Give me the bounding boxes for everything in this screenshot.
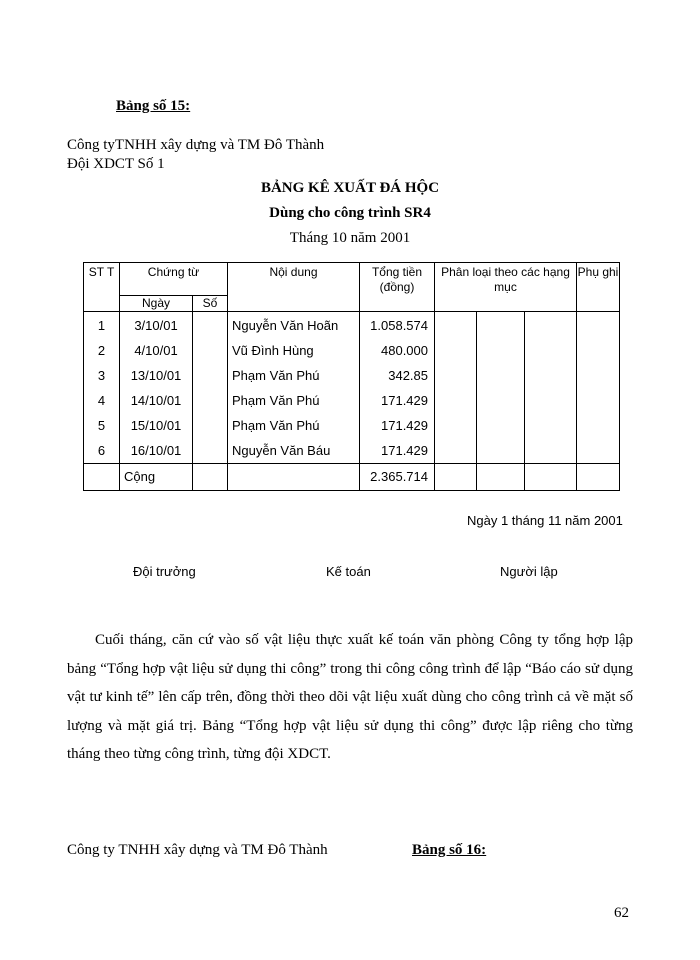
row-category-3 [525, 388, 577, 413]
row-name: Phạm Văn Phú [228, 413, 360, 438]
table-body [84, 312, 620, 464]
date-line: Ngày 1 tháng 11 năm 2001 [467, 513, 623, 528]
table-row [84, 438, 620, 464]
row-category-1 [435, 312, 477, 339]
row-amount: 1.058.574 [360, 312, 435, 339]
row-note [577, 312, 620, 339]
row-note [577, 438, 620, 464]
row-category-2 [477, 438, 525, 464]
row-amount: 480.000 [360, 338, 435, 363]
row-name: Nguyễn Văn Báu [228, 438, 360, 464]
document-title: BẢNG KÊ XUẤT ĐÁ HỘC [260, 180, 440, 196]
body-paragraph [67, 626, 633, 769]
row-name: Phạm Văn Phú [228, 363, 360, 388]
row-note [577, 363, 620, 388]
paragraph-text: Cuối tháng, căn cứ vào số vật liệu thực xuất kế toán văn phòng Công ty tổng hợp lập bảng “Tổng hợp vật liệu sử dụng thi công” trong thi công công trình để lập “Báo cáo sử dụng vật tư kinh tế” lên cấp trên, đồng thời theo dõi vật liệu xuất dùng cho công trình cả về mặt số lượng và mặt giá trị. Bảng “Tổng hợp vật liệu sử dụng thi công” được lập riêng cho từng tháng theo từng công trình, từng đội XDCT. [67, 632, 633, 762]
row-stt: 3 [84, 363, 120, 388]
row-date: 14/10/01 [120, 388, 193, 413]
team-name: Đội XDCT Số 1 [67, 156, 165, 172]
row-note [577, 388, 620, 413]
header-stt: ST T [84, 263, 120, 312]
row-note [577, 338, 620, 363]
header-chung-tu: Chứng từ [120, 263, 228, 296]
signature-team-leader: Đội trưởng [133, 564, 196, 579]
row-amount: 171.429 [360, 388, 435, 413]
row-category-2 [477, 363, 525, 388]
table-row [84, 413, 620, 438]
row-date: 13/10/01 [120, 363, 193, 388]
row-doc-number [193, 338, 228, 363]
row-doc-number [193, 312, 228, 339]
table-row [84, 388, 620, 413]
row-category-3 [525, 413, 577, 438]
row-date: 3/10/01 [120, 312, 193, 339]
row-category-1 [435, 438, 477, 464]
header-tong-tien: Tổng tiền (đồng) [360, 263, 435, 312]
row-date: 4/10/01 [120, 338, 193, 363]
row-category-3 [525, 363, 577, 388]
row-category-1 [435, 363, 477, 388]
table-total-row [84, 464, 620, 491]
row-amount: 342.85 [360, 363, 435, 388]
header-noi-dung: Nội dung [228, 263, 360, 312]
table-row [84, 312, 620, 339]
header-so: Số [193, 296, 228, 312]
row-category-3 [525, 312, 577, 339]
row-category-3 [525, 338, 577, 363]
row-stt: 4 [84, 388, 120, 413]
row-category-1 [435, 388, 477, 413]
total-label: Cộng [120, 464, 193, 491]
document-subtitle: Dùng cho công trình SR4 [269, 205, 431, 221]
document-period: Tháng 10 năm 2001 [289, 230, 411, 246]
header-phu-ghi: Phụ ghi [577, 263, 620, 312]
row-category-2 [477, 388, 525, 413]
row-amount: 171.429 [360, 413, 435, 438]
row-category-1 [435, 413, 477, 438]
row-stt: 1 [84, 312, 120, 339]
row-date: 15/10/01 [120, 413, 193, 438]
row-doc-number [193, 388, 228, 413]
page-number: 62 [614, 905, 629, 921]
row-date: 16/10/01 [120, 438, 193, 464]
row-amount: 171.429 [360, 438, 435, 464]
row-doc-number [193, 413, 228, 438]
row-name: Nguyễn Văn Hoãn [228, 312, 360, 339]
stone-issue-table [83, 262, 620, 491]
row-category-2 [477, 413, 525, 438]
bottom-company-name: Công ty TNHH xây dựng và TM Đô Thành [67, 842, 328, 858]
row-name: Phạm Văn Phú [228, 388, 360, 413]
signature-preparer: Người lập [500, 564, 558, 579]
row-stt: 5 [84, 413, 120, 438]
row-category-2 [477, 312, 525, 339]
row-note [577, 413, 620, 438]
header-phan-loai: Phân loại theo các hạng mục [435, 263, 577, 312]
header-ngay: Ngày [120, 296, 193, 312]
row-doc-number [193, 363, 228, 388]
row-category-2 [477, 338, 525, 363]
table-row [84, 338, 620, 363]
row-category-3 [525, 438, 577, 464]
table-row [84, 363, 620, 388]
row-doc-number [193, 438, 228, 464]
row-name: Vũ Đình Hùng [228, 338, 360, 363]
next-table-label: Bảng số 16: [412, 842, 487, 858]
total-value: 2.365.714 [360, 464, 435, 491]
table-number-label: Bảng số 15: [116, 98, 191, 114]
signature-accountant: Kế toán [326, 564, 371, 579]
company-name: Công tyTNHH xây dựng và TM Đô Thành [67, 137, 325, 153]
row-stt: 2 [84, 338, 120, 363]
row-stt: 6 [84, 438, 120, 464]
row-category-1 [435, 338, 477, 363]
